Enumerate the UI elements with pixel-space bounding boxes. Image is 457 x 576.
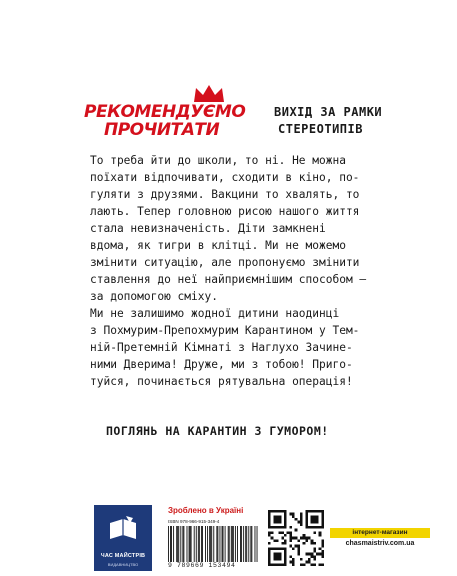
text-line: стала невизначеність. Діти замкнені [90, 222, 326, 235]
shop-label: інтернет-магазин [330, 528, 430, 538]
subtitle-line: СТЕРЕОТИПІВ [278, 122, 363, 136]
publisher-logo [94, 505, 152, 571]
text-line: змінити ситуацію, але пропонуємо змінити [90, 256, 360, 269]
subtitle [274, 104, 404, 138]
text-line: ними Дверима! Друже, ми з тобою! Приго- [90, 358, 353, 371]
barcode-icon [168, 526, 258, 562]
publisher-subtitle: ВИДАВНИЦТВО [107, 562, 139, 567]
qr-code-icon [268, 510, 324, 566]
annotation-text [90, 152, 390, 390]
crown-icon [192, 84, 226, 104]
text-line: поїхати відпочивати, сходити в кіно, по- [90, 171, 360, 184]
barcode-digits: 9 789669 153494 [168, 562, 236, 569]
text-line: ній-Претемній Кімнаті з Наглухо Зачине- [90, 341, 353, 354]
made-in-ukraine: Зроблено в Україні [168, 506, 244, 515]
text-line: з Похмурим-Препохмурим Карантином у Тем- [90, 324, 360, 337]
badge-title-line1: РЕКОМЕНДУЄМО [84, 102, 246, 122]
text-line: гуляти з друзями. Вакцини то хвалять, то [90, 188, 360, 201]
shop-url[interactable]: chasmaistriv.com.ua [345, 540, 415, 547]
text-line: за допомогою сміху. [90, 290, 218, 303]
subtitle-line: ВИХІД ЗА РАМКИ [274, 105, 383, 119]
book-icon [106, 515, 140, 545]
isbn-text: ISBN 978-966-915-349-4 [168, 519, 220, 524]
text-line: То треба йти до школи, то ні. Не можна [90, 154, 346, 167]
text-line: вдома, як тигри в клітці. Ми не можемо [90, 239, 346, 252]
text-line: Ми не залишимо жодної дитини наодинці [90, 307, 340, 320]
barcode-block [166, 506, 261, 570]
publisher-name: ЧАС МАЙСТРІВ [100, 553, 146, 559]
text-line: лають. Тепер головною рисою нашого життя [90, 205, 360, 218]
call-to-action: ПОГЛЯНЬ НА КАРАНТИН З ГУМОРОМ! [106, 424, 329, 438]
text-line: туйся, починається рятувальна операція! [90, 375, 353, 388]
recommend-badge [84, 84, 244, 142]
badge-title-line2: ПРОЧИТАТИ [104, 120, 220, 140]
text-line: ставлення до неї найприємнішим способом – [90, 273, 367, 286]
